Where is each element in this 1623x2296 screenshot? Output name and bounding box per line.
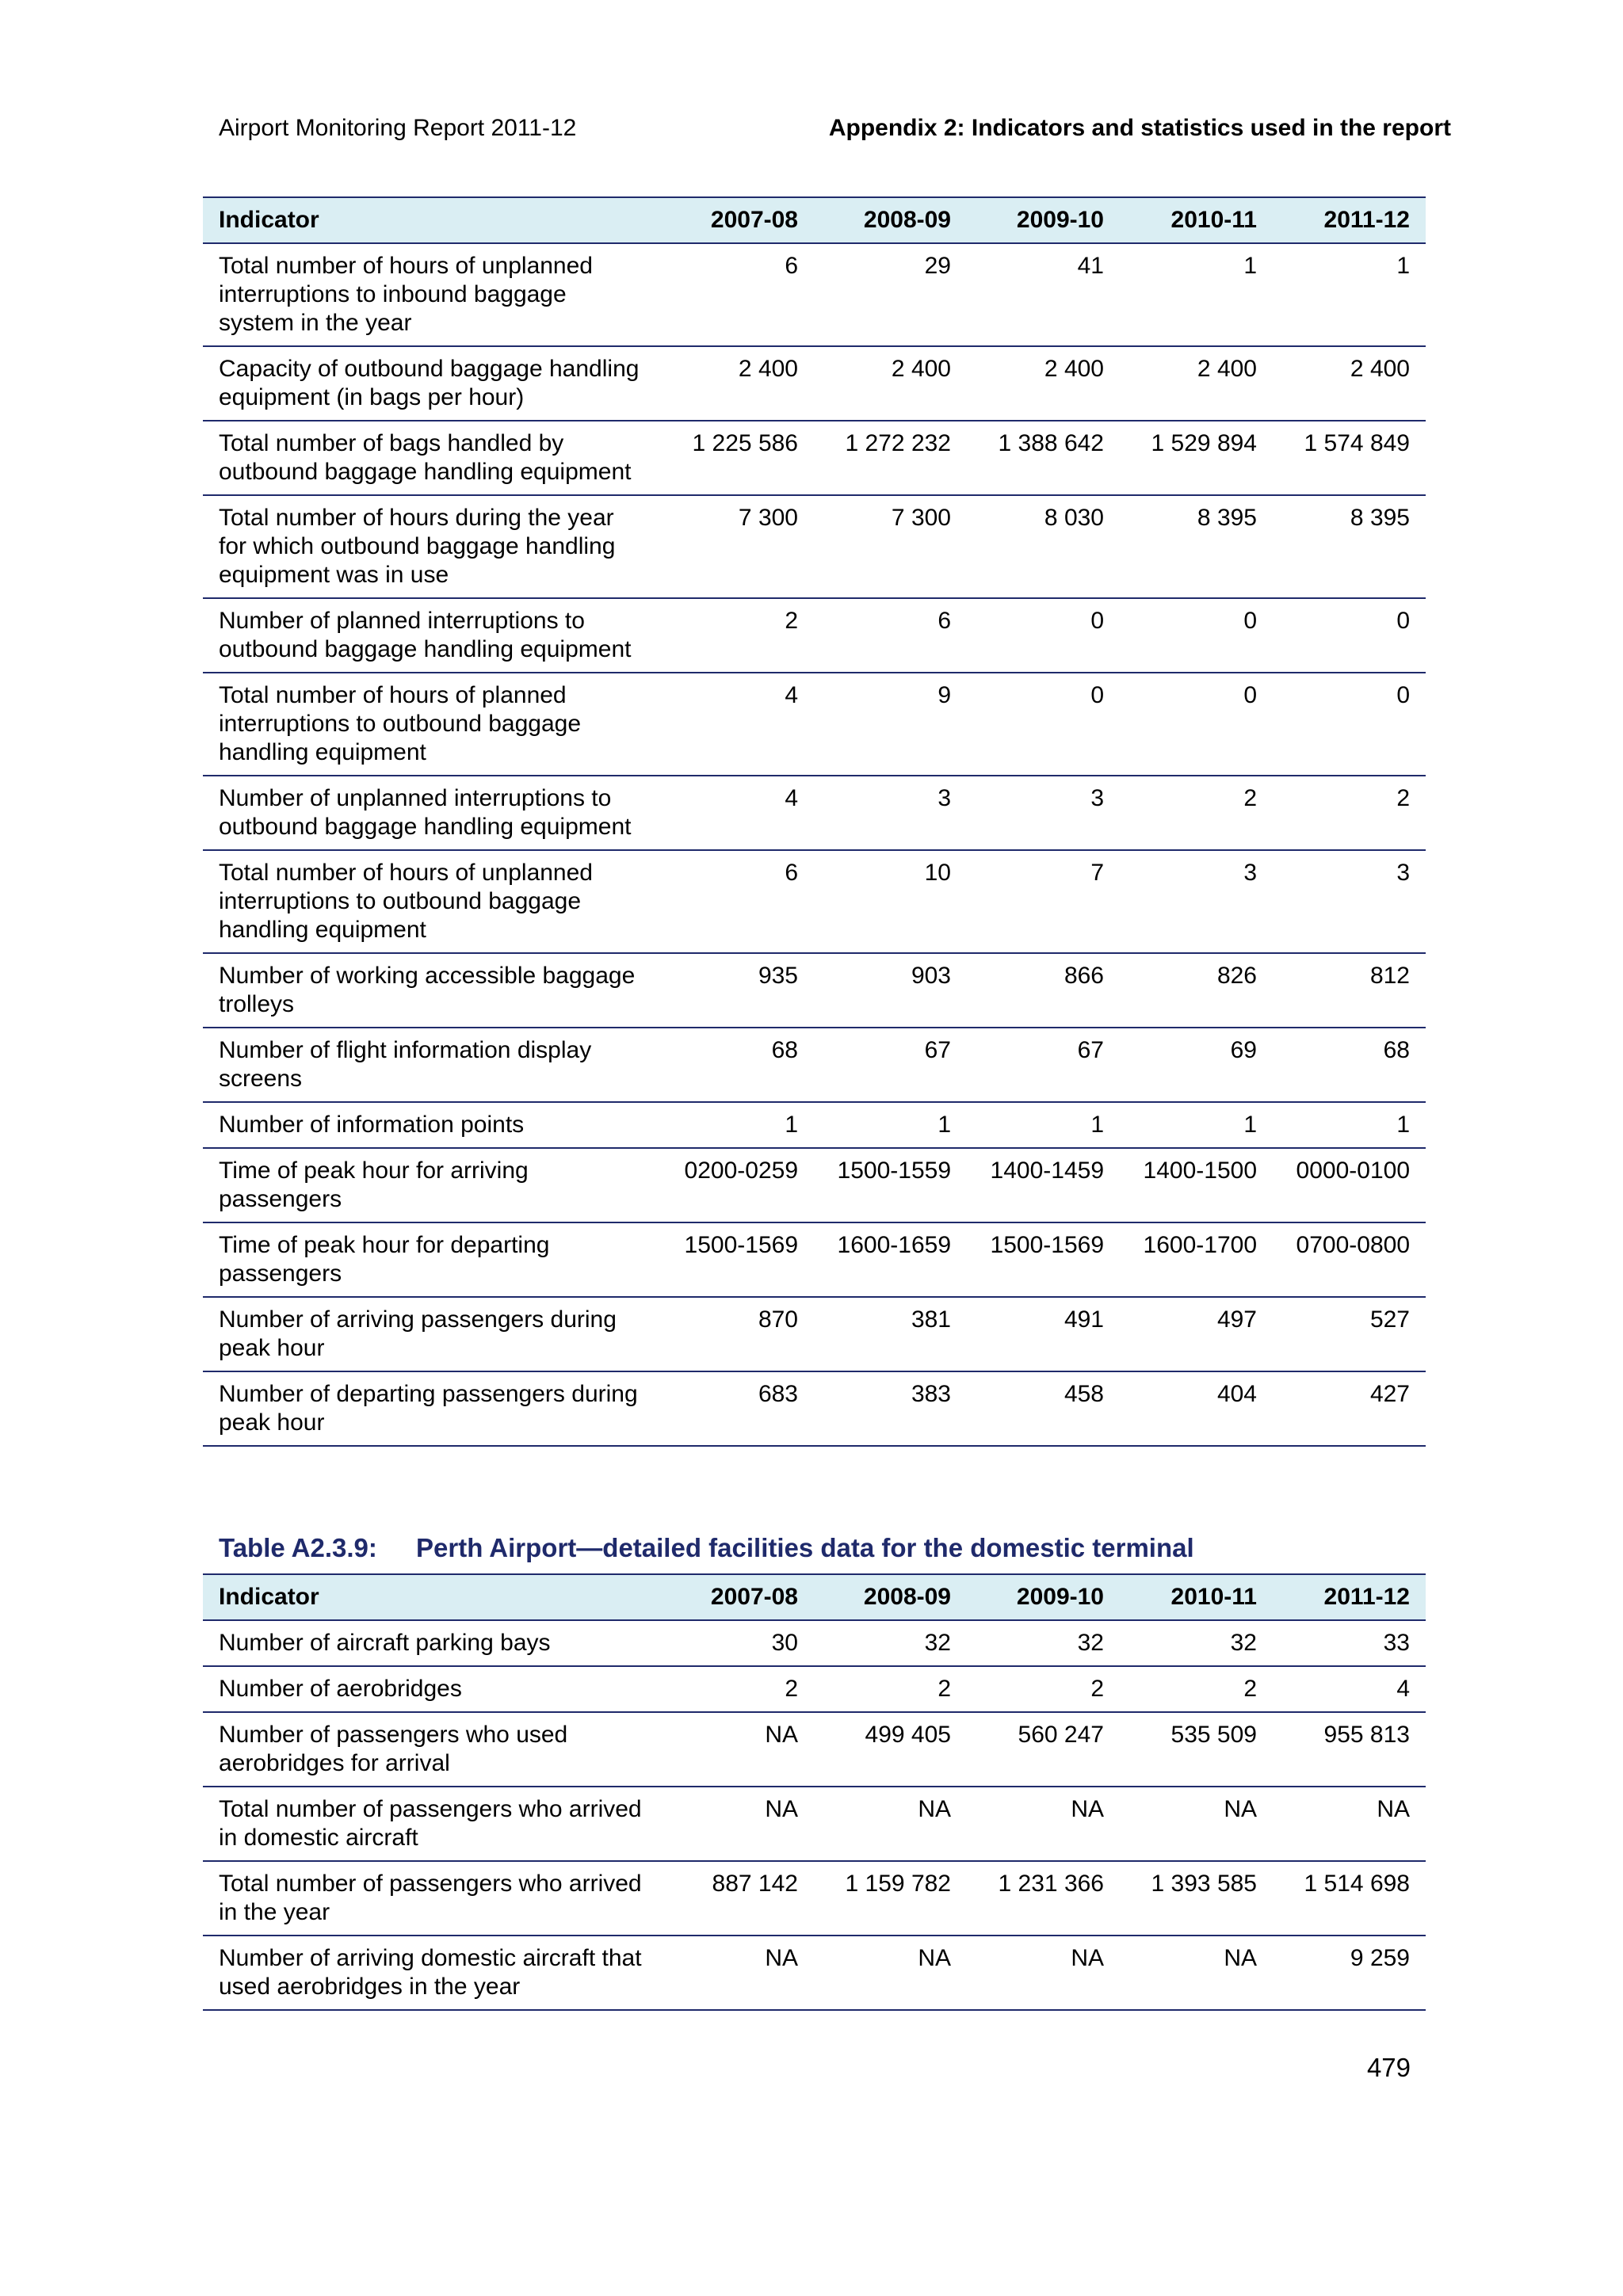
column-header-year: 2009-10: [967, 1574, 1120, 1620]
table-row: [203, 495, 1426, 598]
table-row: [203, 1936, 1426, 2010]
value-cell: 903: [814, 953, 967, 1028]
value-cell: NA: [1273, 1787, 1426, 1861]
value-cell: 1: [1120, 1102, 1273, 1148]
value-cell: 1 514 698: [1273, 1861, 1426, 1936]
table-row: [203, 1102, 1426, 1148]
table-row: [203, 1222, 1426, 1297]
value-cell: 69: [1120, 1028, 1273, 1102]
indicator-cell: Number of departing passengers during peak hour: [203, 1371, 661, 1446]
value-cell: 0: [1273, 673, 1426, 776]
table-row: [203, 850, 1426, 953]
indicator-cell: Total number of hours of unplanned interruptions to inbound baggage system in the year: [203, 243, 661, 346]
value-cell: 2: [661, 1666, 814, 1712]
value-cell: 1: [1273, 1102, 1426, 1148]
value-cell: 1 529 894: [1120, 421, 1273, 495]
value-cell: 527: [1273, 1297, 1426, 1371]
table-row: [203, 1861, 1426, 1936]
column-header-indicator: Indicator: [203, 197, 661, 243]
value-cell: 2: [1120, 1666, 1273, 1712]
value-cell: 499 405: [814, 1712, 967, 1787]
value-cell: 6: [661, 243, 814, 346]
value-cell: 32: [967, 1620, 1120, 1666]
value-cell: 29: [814, 243, 967, 346]
table-row: [203, 1028, 1426, 1102]
value-cell: 1500-1559: [814, 1148, 967, 1222]
column-header-year: 2011-12: [1273, 197, 1426, 243]
header-row: [203, 1574, 1426, 1620]
value-cell: 1 272 232: [814, 421, 967, 495]
indicator-cell: Number of aircraft parking bays: [203, 1620, 661, 1666]
value-cell: 68: [1273, 1028, 1426, 1102]
table-row: [203, 346, 1426, 421]
value-cell: 497: [1120, 1297, 1273, 1371]
value-cell: 458: [967, 1371, 1120, 1446]
value-cell: 404: [1120, 1371, 1273, 1446]
indicator-cell: Number of information points: [203, 1102, 661, 1148]
indicator-cell: Capacity of outbound baggage handling equipment (in bags per hour): [203, 346, 661, 421]
value-cell: 8 395: [1273, 495, 1426, 598]
value-cell: 3: [1273, 850, 1426, 953]
indicator-cell: Total number of bags handled by outbound baggage handling equipment: [203, 421, 661, 495]
value-cell: 1 388 642: [967, 421, 1120, 495]
baggage-facilities-table: [203, 196, 1426, 1447]
value-cell: 7 300: [661, 495, 814, 598]
column-header-year: 2008-09: [814, 1574, 967, 1620]
value-cell: 2: [814, 1666, 967, 1712]
column-header-year: 2009-10: [967, 197, 1120, 243]
value-cell: 870: [661, 1297, 814, 1371]
table-row: [203, 1148, 1426, 1222]
value-cell: 0200-0259: [661, 1148, 814, 1222]
indicator-cell: Number of planned interruptions to outbound baggage handling equipment: [203, 598, 661, 673]
indicator-cell: Number of aerobridges: [203, 1666, 661, 1712]
indicator-cell: Number of working accessible baggage trolleys: [203, 953, 661, 1028]
indicator-cell: Number of passengers who used aerobridges for arrival: [203, 1712, 661, 1787]
value-cell: 1 159 782: [814, 1861, 967, 1936]
value-cell: 9 259: [1273, 1936, 1426, 2010]
indicator-cell: Number of flight information display screens: [203, 1028, 661, 1102]
value-cell: 887 142: [661, 1861, 814, 1936]
value-cell: 1 574 849: [1273, 421, 1426, 495]
value-cell: 1: [967, 1102, 1120, 1148]
value-cell: 41: [967, 243, 1120, 346]
value-cell: 2: [661, 598, 814, 673]
table-caption: [219, 1531, 1194, 1566]
value-cell: 2 400: [1273, 346, 1426, 421]
table-header: [203, 197, 1426, 243]
indicator-cell: Time of peak hour for departing passengers: [203, 1222, 661, 1297]
value-cell: 4: [661, 776, 814, 850]
table-row: [203, 421, 1426, 495]
value-cell: 0: [967, 673, 1120, 776]
value-cell: 1400-1500: [1120, 1148, 1273, 1222]
indicator-cell: Total number of hours of unplanned interruptions to outbound baggage handling equipment: [203, 850, 661, 953]
value-cell: 1 231 366: [967, 1861, 1120, 1936]
indicator-cell: Total number of passengers who arrived in the year: [203, 1861, 661, 1936]
value-cell: 866: [967, 953, 1120, 1028]
table-row: [203, 1712, 1426, 1787]
table-row: [203, 1371, 1426, 1446]
column-header-year: 2011-12: [1273, 1574, 1426, 1620]
page-number: 479: [1366, 2053, 1411, 2082]
value-cell: 1: [1273, 243, 1426, 346]
table-row: [203, 243, 1426, 346]
value-cell: 3: [967, 776, 1120, 850]
value-cell: 7 300: [814, 495, 967, 598]
value-cell: 2: [1273, 776, 1426, 850]
value-cell: 381: [814, 1297, 967, 1371]
indicator-cell: Number of unplanned interruptions to outbound baggage handling equipment: [203, 776, 661, 850]
value-cell: NA: [1120, 1787, 1273, 1861]
value-cell: 0: [1120, 598, 1273, 673]
indicator-cell: Time of peak hour for arriving passengers: [203, 1148, 661, 1222]
table-body: [203, 243, 1426, 1446]
value-cell: 1: [814, 1102, 967, 1148]
domestic-terminal-facilities-table: [203, 1573, 1426, 2011]
table-row: [203, 953, 1426, 1028]
value-cell: 2 400: [967, 346, 1120, 421]
value-cell: 2 400: [661, 346, 814, 421]
value-cell: 8 030: [967, 495, 1120, 598]
value-cell: 4: [661, 673, 814, 776]
value-cell: NA: [814, 1936, 967, 2010]
table-row: [203, 1297, 1426, 1371]
value-cell: 33: [1273, 1620, 1426, 1666]
indicator-cell: Total number of hours of planned interruptions to outbound baggage handling equipment: [203, 673, 661, 776]
value-cell: 955 813: [1273, 1712, 1426, 1787]
indicator-cell: Number of arriving domestic aircraft that used aerobridges in the year: [203, 1936, 661, 2010]
value-cell: 427: [1273, 1371, 1426, 1446]
value-cell: 1: [661, 1102, 814, 1148]
value-cell: 0: [1273, 598, 1426, 673]
value-cell: 67: [967, 1028, 1120, 1102]
table-row: [203, 673, 1426, 776]
value-cell: 1 393 585: [1120, 1861, 1273, 1936]
indicator-cell: Total number of passengers who arrived in domestic aircraft: [203, 1787, 661, 1861]
value-cell: 826: [1120, 953, 1273, 1028]
value-cell: 32: [814, 1620, 967, 1666]
value-cell: 0000-0100: [1273, 1148, 1426, 1222]
value-cell: 560 247: [967, 1712, 1120, 1787]
table-caption-title: Perth Airport—detailed facilities data for the domestic terminal: [416, 1533, 1194, 1562]
value-cell: 3: [1120, 850, 1273, 953]
table-row: [203, 776, 1426, 850]
section-title: Appendix 2: Indicators and statistics used in the report: [828, 115, 1451, 141]
table-row: [203, 1787, 1426, 1861]
value-cell: 4: [1273, 1666, 1426, 1712]
value-cell: 935: [661, 953, 814, 1028]
value-cell: NA: [967, 1787, 1120, 1861]
value-cell: 10: [814, 850, 967, 953]
value-cell: NA: [1120, 1936, 1273, 2010]
value-cell: 683: [661, 1371, 814, 1446]
value-cell: 68: [661, 1028, 814, 1102]
indicator-cell: Number of arriving passengers during peak hour: [203, 1297, 661, 1371]
value-cell: 2 400: [814, 346, 967, 421]
column-header-year: 2007-08: [661, 1574, 814, 1620]
value-cell: 1600-1659: [814, 1222, 967, 1297]
value-cell: 491: [967, 1297, 1120, 1371]
value-cell: 6: [814, 598, 967, 673]
column-header-year: 2010-11: [1120, 197, 1273, 243]
value-cell: 2: [1120, 776, 1273, 850]
value-cell: NA: [967, 1936, 1120, 2010]
value-cell: 383: [814, 1371, 967, 1446]
value-cell: NA: [661, 1936, 814, 2010]
header-row: [203, 197, 1426, 243]
running-header: [219, 113, 1451, 144]
value-cell: 3: [814, 776, 967, 850]
value-cell: 812: [1273, 953, 1426, 1028]
value-cell: 1400-1459: [967, 1148, 1120, 1222]
value-cell: 2 400: [1120, 346, 1273, 421]
column-header-year: 2008-09: [814, 197, 967, 243]
indicator-cell: Total number of hours during the year for which outbound baggage handling equipment was in use: [203, 495, 661, 598]
table-header: [203, 1574, 1426, 1620]
value-cell: 0: [967, 598, 1120, 673]
table-caption-number: Table A2.3.9:: [219, 1533, 377, 1562]
table-row: [203, 598, 1426, 673]
value-cell: 7: [967, 850, 1120, 953]
value-cell: 1 225 586: [661, 421, 814, 495]
column-header-year: 2010-11: [1120, 1574, 1273, 1620]
value-cell: 0700-0800: [1273, 1222, 1426, 1297]
value-cell: 32: [1120, 1620, 1273, 1666]
column-header-indicator: Indicator: [203, 1574, 661, 1620]
report-title: Airport Monitoring Report 2011-12: [219, 115, 577, 141]
value-cell: 6: [661, 850, 814, 953]
value-cell: 67: [814, 1028, 967, 1102]
value-cell: NA: [661, 1787, 814, 1861]
value-cell: 1: [1120, 243, 1273, 346]
value-cell: NA: [661, 1712, 814, 1787]
value-cell: 1500-1569: [967, 1222, 1120, 1297]
table-body: [203, 1620, 1426, 2010]
value-cell: 535 509: [1120, 1712, 1273, 1787]
value-cell: 1600-1700: [1120, 1222, 1273, 1297]
value-cell: 9: [814, 673, 967, 776]
column-header-year: 2007-08: [661, 197, 814, 243]
table-row: [203, 1666, 1426, 1712]
value-cell: 30: [661, 1620, 814, 1666]
table-row: [203, 1620, 1426, 1666]
value-cell: 8 395: [1120, 495, 1273, 598]
value-cell: 2: [967, 1666, 1120, 1712]
value-cell: 1500-1569: [661, 1222, 814, 1297]
value-cell: NA: [814, 1787, 967, 1861]
value-cell: 0: [1120, 673, 1273, 776]
